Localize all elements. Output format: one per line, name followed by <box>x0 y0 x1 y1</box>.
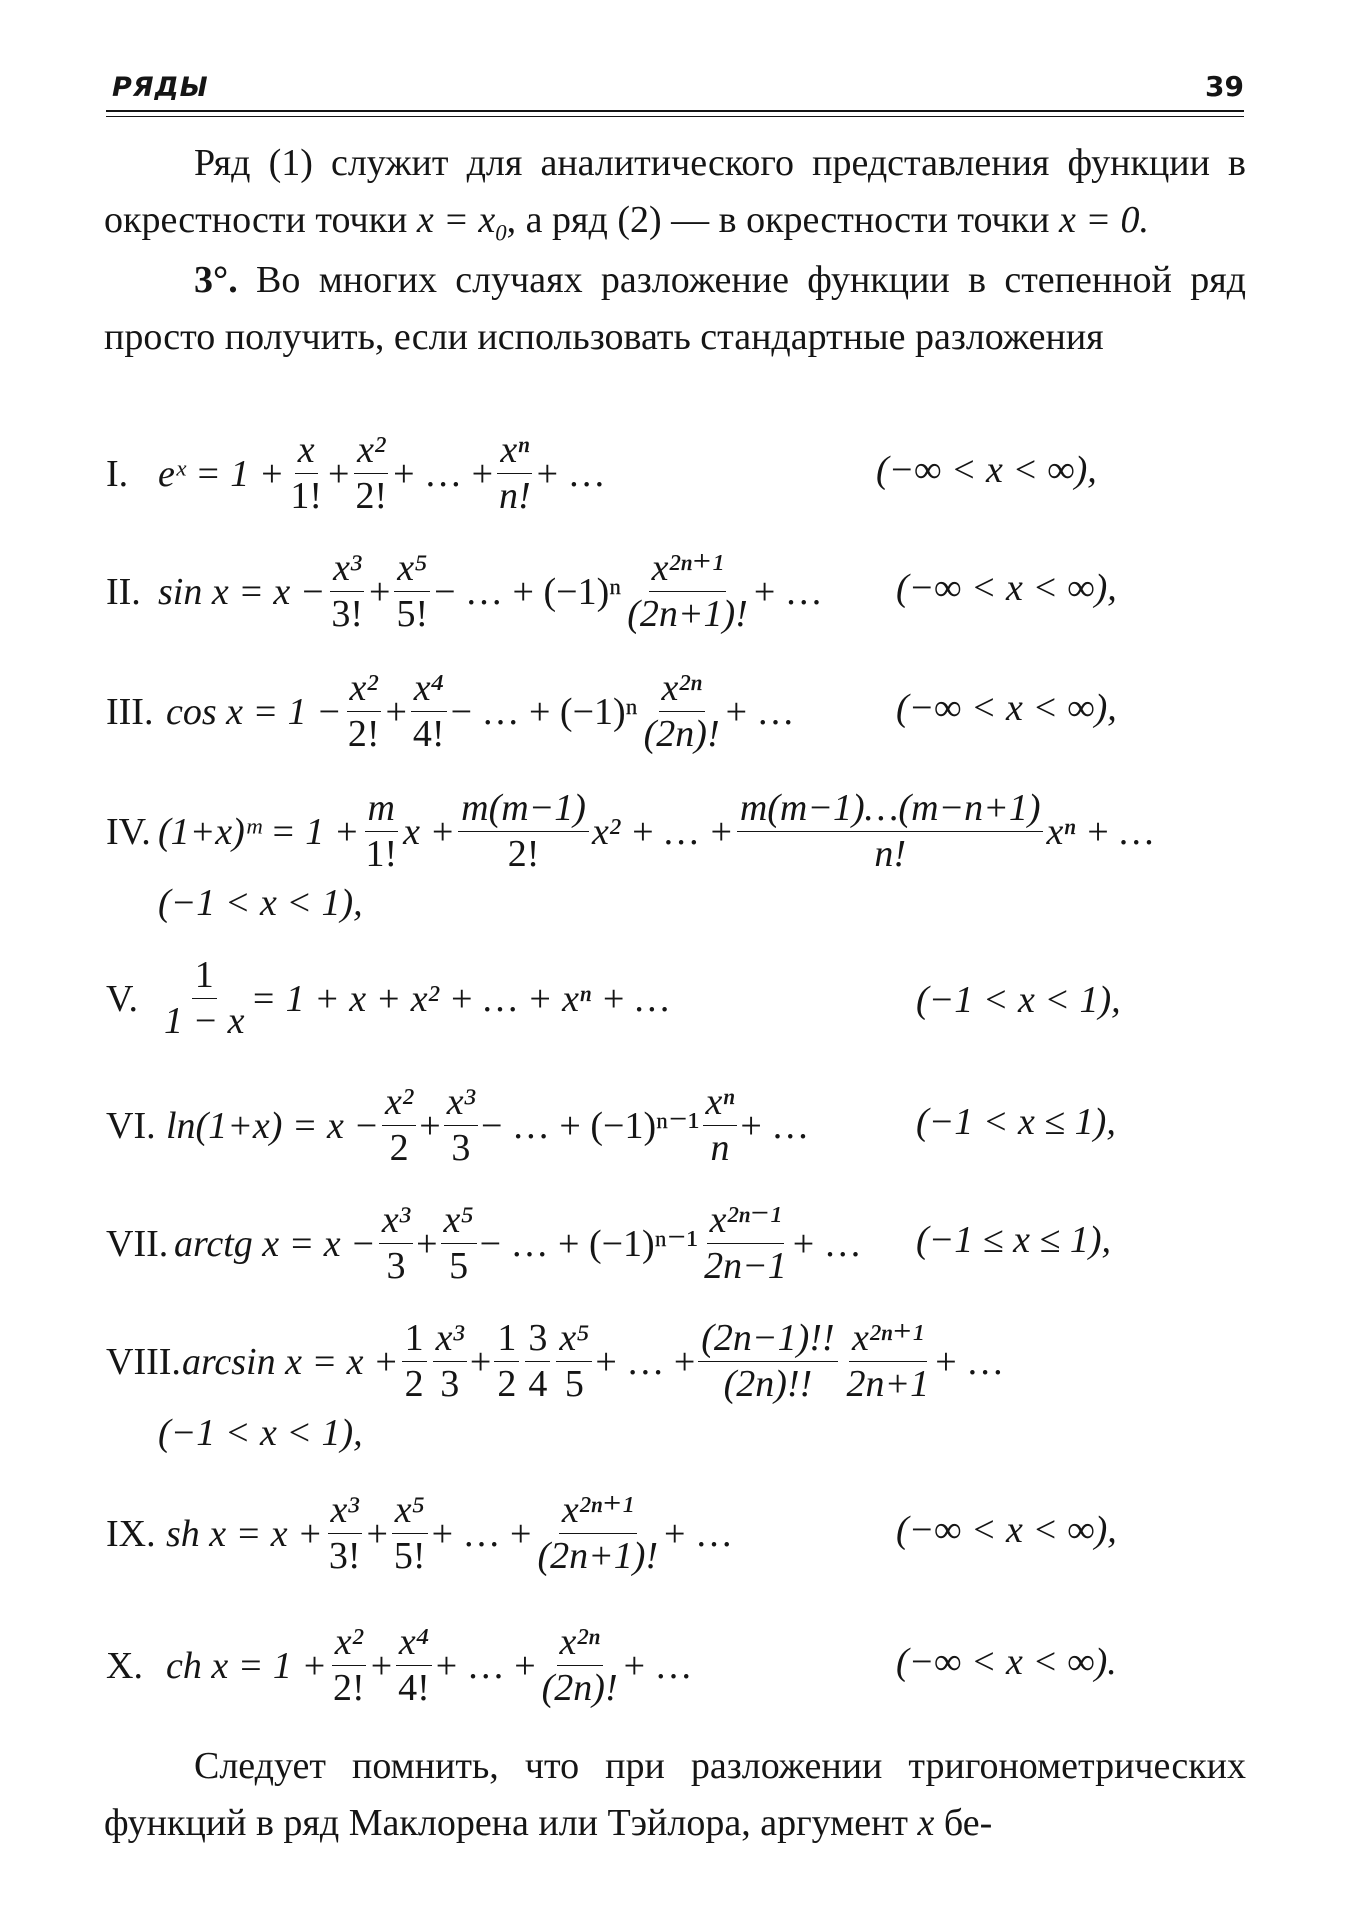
fraction: $\frac{\text{x⁴}}{4!}$ <box>395 1622 433 1709</box>
fraction: $\frac{\text{x²}}{2!}$ <box>333 1621 365 1710</box>
fraction: $\frac{\text{x³}}{3}$ <box>444 1082 478 1169</box>
fraction: $\frac{m(m-1)}{2!}$ <box>458 788 589 875</box>
fraction: $\frac{\text{x²ⁿ⁺¹}}{(2n+1)!}$ <box>537 1489 659 1578</box>
formula-number: III. <box>106 690 154 733</box>
fraction: $\frac{\text{x³}}{3!}$ <box>328 1489 361 1578</box>
formula-number: VIII. <box>106 1340 181 1383</box>
fraction: $\frac{\text{x⁵}}{5!}$ <box>393 548 431 635</box>
fraction: $\frac{\text{x³}}{3}$ <box>379 1200 413 1287</box>
convergence-domain: (−∞ < x < ∞), <box>896 567 1117 609</box>
fraction: $\frac{\text{x²ⁿ⁺¹}}{2n+1}$ <box>846 1317 930 1406</box>
fraction: $\frac{\text{x²ⁿ⁺¹}}{(2n+1)!}$ <box>627 547 748 636</box>
fraction: $\frac{\text{x³}}{3!}$ <box>331 547 364 636</box>
fraction: $\frac{x}{1!}$ <box>290 429 323 518</box>
formula-number: IX. <box>106 1512 156 1555</box>
condition-x0: $x = x_0$ <box>416 199 507 246</box>
page-number: 39 <box>1205 70 1244 103</box>
formula-number: II. <box>106 570 141 613</box>
formula-VIII: VIII. arcsin x = x + $\frac{1}{2}$ $\frac{\text{x³}}{3}$ + $\frac{1}{2}$ $\frac{3}{4}$ $\frac{\text{x⁵}}{5}$ + … + $\frac{(2n-1)!!}{(2n)!!}$ $\frac{\text{x²ⁿ⁺¹}}{2n+1}$ + … (−1 < x < 1), <box>106 1318 1246 1468</box>
formula-X: X. ch x = 1 + $\frac{\text{x²}}{2!}$ + $\frac{\text{x⁴}}{4!}$ + … + $\frac{\text{x²ⁿ}}{(2n)!}$ + … (−∞ < x < ∞). <box>106 1621 1117 1710</box>
running-title: РЯДЫ <box>112 72 209 103</box>
formula-number: V. <box>106 977 139 1020</box>
fraction: $\frac{\text{x²ⁿ}}{(2n)!}$ <box>643 667 720 756</box>
fraction: $\frac{\text{x³}}{3}$ <box>433 1318 467 1405</box>
closing-paragraph <box>104 1738 1246 1852</box>
fraction: $\frac{m}{1!}$ <box>365 787 398 876</box>
fraction: $\frac{1}{2}$ <box>494 1318 519 1405</box>
paragraph-3 <box>104 252 1246 366</box>
closing-hyphen-tail: бе- <box>943 1802 993 1844</box>
formula-IV: IV. (1+x)ᵐ = 1 + $\frac{m}{1!}$ x + $\frac{m(m-1)}{2!}$ x² + … + $\frac{m(m-1)\dots(m-n+1)}{n!}$ xⁿ + … (−1 < x < 1), <box>106 788 1246 938</box>
fraction: $\frac{\text{x²ⁿ}}{(2n)!}$ <box>541 1621 618 1710</box>
convergence-domain: (−1 < x < 1), <box>158 1412 363 1455</box>
formula-number: VII. <box>106 1222 169 1265</box>
fraction: $\frac{1}{2}$ <box>402 1318 427 1405</box>
formula-III: III. cos x = 1 − $\frac{\text{x²}}{2!}$ + $\frac{\text{x⁴}}{4!}$ − … + (−1)ⁿ $\frac{\text{x²ⁿ}}{(2n)!}$ + … (−∞ < x < ∞), <box>106 667 1117 756</box>
formula-VII: VII. arctg x = x − $\frac{\text{x³}}{3}$ + $\frac{\text{x⁵}}{5}$ − … + (−1)ⁿ⁻¹ $\frac{\text{x²ⁿ⁻¹}}{2n-1}$ + … (−1 ≤ x ≤ 1), <box>106 1199 1112 1288</box>
fraction: $\frac{\text{x⁵}}{5}$ <box>556 1318 592 1405</box>
formula-number: X. <box>106 1644 143 1687</box>
convergence-domain: (−1 ≤ x ≤ 1), <box>916 1219 1112 1261</box>
fraction: $\frac{\text{x²}}{2!}$ <box>347 667 380 756</box>
formula-V: V. $\frac{1}{1 - x}$ = 1 + x + x² + … + xⁿ + … (−1 < x < 1), <box>106 954 1121 1043</box>
formula-number: VI. <box>106 1104 156 1147</box>
convergence-domain: (−1 < x < 1), <box>916 979 1121 1021</box>
fraction: $\frac{\text{xⁿ}}{n}$ <box>703 1082 738 1169</box>
formula-II: II. sin x = x − $\frac{\text{x³}}{3!}$ + $\frac{\text{x⁵}}{5!}$ − … + (−1)ⁿ $\frac{\text{x²ⁿ⁺¹}}{(2n+1)!}$ + … (−∞ < x < ∞), <box>106 547 1117 636</box>
fraction: $\frac{m(m-1)\dots(m-n+1)}{n!}$ <box>737 788 1044 875</box>
intro-paragraph <box>104 135 1246 249</box>
intro-text-1: Ряд (1) служит для аналитического представления функции в окрестности точки <box>104 142 1246 241</box>
condition-x-zero: x = 0. <box>1058 199 1149 241</box>
fraction: $\frac{\text{xⁿ}}{n!}$ <box>499 429 531 518</box>
fraction: $\frac{\text{x²}}{2}$ <box>382 1082 416 1169</box>
fraction: $\frac{\text{x²ⁿ⁻¹}}{2n-1}$ <box>704 1199 787 1288</box>
paragraph-3-text: Во многих случаях разложение функции в степенной ряд просто получить, если использовать стандартные разложения <box>104 259 1247 358</box>
paragraph-label: 3°. <box>194 259 238 301</box>
convergence-domain: (−1 < x ≤ 1), <box>916 1101 1116 1143</box>
convergence-domain: (−∞ < x < ∞), <box>876 449 1097 491</box>
convergence-domain: (−∞ < x < ∞), <box>896 1509 1117 1551</box>
fraction: $\frac{\text{x⁵}}{5}$ <box>441 1200 477 1287</box>
argument-x: x <box>917 1802 935 1844</box>
formula-number: IV. <box>106 810 151 853</box>
intro-text-2: , а ряд (2) — в окрестности точки <box>506 199 1050 241</box>
header-rule-thick <box>106 110 1244 112</box>
header-rule-thin <box>106 116 1244 117</box>
fraction: $\frac{\text{x⁵}}{5!}$ <box>391 1490 429 1577</box>
convergence-domain: (−∞ < x < ∞). <box>896 1641 1117 1683</box>
page-header <box>106 68 1244 108</box>
closing-text: Следует помнить, что при разложении тригонометрических функций в ряд Маклорена или Тэйлора, аргумент <box>104 1745 1246 1844</box>
fraction: $\frac{\text{x⁴}}{4!}$ <box>410 668 448 755</box>
fraction: $\frac{\text{x²}}{2!}$ <box>355 429 388 518</box>
formula-I: I. eˣ = 1 + $\frac{x}{1!}$ + $\frac{\text{x²}}{2!}$ + … + $\frac{\text{xⁿ}}{n!}$ + … (−∞ < x < ∞), <box>106 429 1097 518</box>
formula-VI: VI. ln(1+x) = x − $\frac{\text{x²}}{2}$ + $\frac{\text{x³}}{3}$ − … + (−1)ⁿ⁻¹ $\frac{\text{xⁿ}}{n}$ + … (−1 < x ≤ 1), <box>106 1081 1116 1170</box>
fraction: $\frac{1}{1 - x}$ <box>164 954 245 1043</box>
formula-number: I. <box>106 452 129 495</box>
convergence-domain: (−1 < x < 1), <box>158 882 363 925</box>
fraction: $\frac{(2n-1)!!}{(2n)!!}$ <box>698 1318 837 1405</box>
fraction: $\frac{3}{4}$ <box>525 1318 550 1405</box>
formula-IX: IX. sh x = x + $\frac{\text{x³}}{3!}$ + $\frac{\text{x⁵}}{5!}$ + … + $\frac{\text{x²ⁿ⁺¹}}{(2n+1)!}$ + … (−∞ < x < ∞), <box>106 1489 1117 1578</box>
convergence-domain: (−∞ < x < ∞), <box>896 687 1117 729</box>
